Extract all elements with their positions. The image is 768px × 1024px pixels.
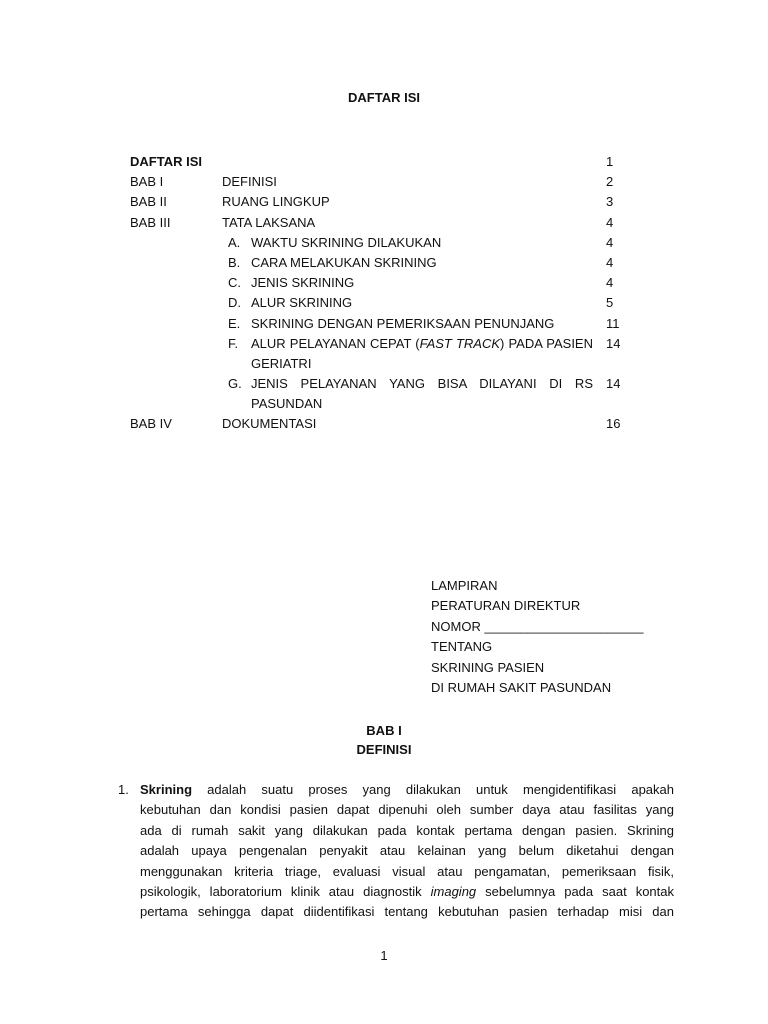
toc-chapter: BAB I [130, 174, 164, 190]
toc-sub-title [251, 334, 593, 374]
paragraph-line: ada di rumah sakit yang dilakukan pada kontak pertama dengan pasien. Skrining [140, 822, 674, 838]
toc-sub-row [130, 374, 626, 414]
appendix-line: DI RUMAH SAKIT PASUNDAN [431, 680, 612, 696]
toc-page-number: 11 [606, 315, 620, 331]
toc-sub-letter: F. [228, 335, 239, 351]
chapter-heading: BAB I [366, 723, 402, 738]
paragraph-text: adalah suatu proses yang dilakukan untuk mengidentifikasi apakah [192, 782, 674, 797]
toc-sub-letter: G. [228, 376, 242, 392]
toc-sub-row [130, 233, 626, 253]
paragraph-text: sebelumnya pada saat kontak [476, 883, 674, 899]
table-of-contents [130, 152, 626, 435]
toc-row [130, 414, 626, 434]
toc-sub-letter: C. [228, 275, 241, 291]
toc-sub-title: WAKTU SKRINING DILAKUKAN [251, 234, 442, 250]
toc-sub-title-part: ALUR PELAYANAN CEPAT ( [251, 335, 420, 351]
toc-sub-title-part: ) PADA PASIEN [500, 335, 593, 351]
paragraph-line: kebutuhan dan kondisi pasien dapat dipenuhi oleh sumber daya atau fasilitas yang [140, 802, 674, 818]
toc-page-number: 1 [606, 154, 614, 169]
page-number: 1 [380, 948, 388, 963]
toc-sub-title: ALUR SKRINING [251, 295, 353, 311]
paragraph-text: psikologik, laboratorium klinik atau diagnostik [140, 883, 431, 899]
toc-page-number: 3 [606, 194, 614, 210]
paragraph-line: pertama sehingga dapat diidentifikasi tentang kebutuhan pasien terhadap misi dan [140, 904, 674, 920]
toc-sub-title-line2: PASUNDAN [251, 396, 323, 412]
appendix-header [431, 576, 644, 698]
toc-sub-title-italic: FAST TRACK [419, 335, 501, 351]
toc-sub-row [130, 314, 626, 334]
paragraph-italic: imaging [430, 883, 477, 899]
chapter-subheading: DEFINISI [356, 742, 412, 757]
toc-page-number: 4 [606, 214, 614, 230]
toc-chapter: BAB III [130, 214, 171, 230]
toc-row [130, 152, 626, 172]
toc-row [130, 192, 626, 212]
toc-page-number: 14 [606, 376, 621, 392]
appendix-line: PERATURAN DIREKTUR [431, 598, 581, 614]
toc-chapter: BAB IV [130, 416, 172, 432]
appendix-line: NOMOR ______________________ [431, 618, 644, 634]
toc-sub-letter: A. [228, 234, 241, 250]
appendix-line: TENTANG [431, 639, 493, 655]
toc-sub-title: JENIS SKRINING [251, 275, 355, 291]
appendix-line: LAMPIRAN [431, 578, 498, 593]
toc-page-number: 14 [606, 335, 621, 351]
toc-sub-letter: D. [228, 295, 241, 311]
toc-sub-letter: B. [228, 254, 241, 270]
toc-sub-row [130, 334, 626, 374]
toc-sub-row [130, 273, 626, 293]
toc-page-number: 4 [606, 254, 614, 270]
toc-sub-title [251, 374, 593, 414]
toc-sub-letter: E. [228, 315, 241, 331]
toc-title: RUANG LINGKUP [222, 194, 330, 210]
toc-page-number: 4 [606, 234, 614, 250]
toc-row [130, 172, 626, 192]
toc-title: TATA LAKSANA [222, 214, 316, 230]
toc-page-number: 2 [606, 174, 614, 190]
list-item [140, 780, 674, 923]
toc-sub-title-line2: GERIATRI [251, 355, 312, 371]
page-title: DAFTAR ISI [348, 90, 420, 105]
toc-title: DOKUMENTASI [222, 416, 317, 432]
toc-row [130, 213, 626, 233]
toc-page-number: 4 [606, 275, 614, 291]
paragraph-line: adalah upaya pengenalan penyakit atau kelainan yang belum diketahui dengan [140, 843, 674, 859]
toc-sub-title: CARA MELAKUKAN SKRINING [251, 254, 437, 270]
toc-sub-row [130, 293, 626, 313]
toc-sub-title-line1: JENIS PELAYANAN YANG BISA DILAYANI DI RS [251, 376, 593, 392]
toc-chapter: DAFTAR ISI [130, 154, 202, 169]
toc-sub-title: SKRINING DENGAN PEMERIKSAAN PENUNJANG [251, 315, 555, 331]
toc-page-number: 5 [606, 295, 614, 311]
toc-sub-row [130, 253, 626, 273]
toc-page-number: 16 [606, 416, 621, 432]
appendix-line: SKRINING PASIEN [431, 659, 545, 675]
toc-title: DEFINISI [222, 174, 277, 190]
list-number: 1. [118, 782, 129, 797]
defined-term: Skrining [140, 782, 193, 797]
paragraph-line: menggunakan kriteria triage, evaluasi visual atau pengamatan, pemeriksaan fisik, [140, 863, 674, 879]
toc-chapter: BAB II [130, 194, 167, 210]
